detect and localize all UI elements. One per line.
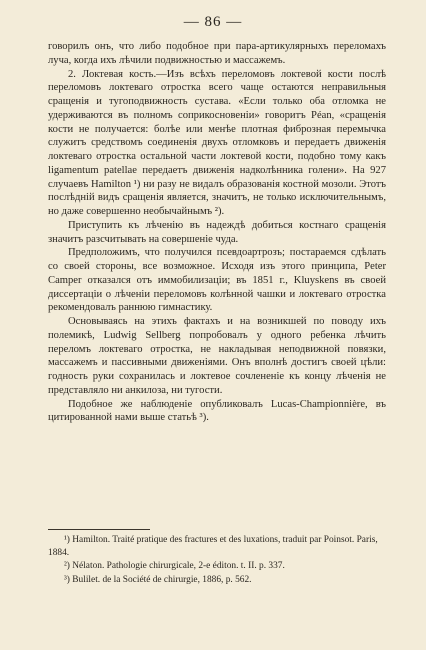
paragraph-3: Приступить къ лѣченію въ надеждѣ добиться костнаго сращенія значитъ разсчитывать на совершеніе чуда. bbox=[48, 219, 386, 245]
footnotes bbox=[48, 534, 386, 587]
footnote-1: ¹) Hamilton. Traité pratique des fractures et des luxations, traduit par Poinsot. Paris, 1884. bbox=[48, 535, 378, 559]
paragraph-4: Предположимъ, что получился псевдоартрозъ; постараемся сдѣлать со своей стороны, все возможное. Исходя изъ этого принципа, Peter Camper отказался отъ иммобилизаціи; въ 1851 г., Kluyskens въ своей диссертаціи о лѣченіи переломовъ колѣнной чашки и локтеваго отростка рекомендовалъ раннюю гимнастику. bbox=[48, 247, 386, 314]
paragraph-6: Подобное же наблюденіе опубликовалъ Lucas-Championnière, въ цитированной нами выше статьѣ ³). bbox=[48, 398, 386, 424]
paragraph-5: Основываясь на этихъ фактахъ и на возникшей по поводу ихъ полемикѣ, Ludwig Sellberg попробовалъ у одного ребенка лѣчить переломъ локтеваго отростка, не накладывая неподвижной повязки, массажемъ и пассивными движеніями. Онъ вполнѣ достигъ своей цѣли: годность руки сохранилась и локтевое сочлененіе къ концу лѣченія не представляло ни анкилоза, ни тугости. bbox=[48, 316, 386, 396]
paragraph-1: говорилъ онъ, что либо подобное при пара-артикулярныхъ переломахъ луча, когда ихъ лѣчили подвижностью и массажемъ. bbox=[48, 41, 386, 66]
paragraph-2: 2. Локтевая кость.—Изъ всѣхъ переломовъ локтевой кости послѣ переломовъ локтеваго отростка всего чаще остаются неправильныя сращенія и тугоподвижность сустава. «Если только оба отломка не удерживаются въ полномъ соприкосновеніи» говоритъ Péan, «сращенія кости не получается: болѣе или менѣе плотная фиброзная перемычка служитъ средствомъ соединенія двухъ отломковъ и передаетъ движенія локтеваго отростка остальной части локтевой кости, подобно тому какъ ligamentum patellae передаетъ движенія надколѣнника голени». На 927 случаевъ Hamilton ¹) ни разу не видалъ образованія костной мозоли. Этотъ послѣдній видъ сращенія является, значитъ, не только исключительнымъ, но даже совершенно необычайнымъ ²). bbox=[48, 68, 386, 217]
page-number: — 86 — bbox=[183, 14, 243, 30]
footnote-divider bbox=[48, 529, 150, 530]
footnote-3: ³) Bulilet. de la Société de chirurgie, 1886, p. 562. bbox=[64, 574, 252, 585]
footnote-2: ²) Nélaton. Pathologie chirurgicale, 2-e éditon. t. II. p. 337. bbox=[64, 561, 285, 572]
body-text bbox=[48, 40, 386, 425]
